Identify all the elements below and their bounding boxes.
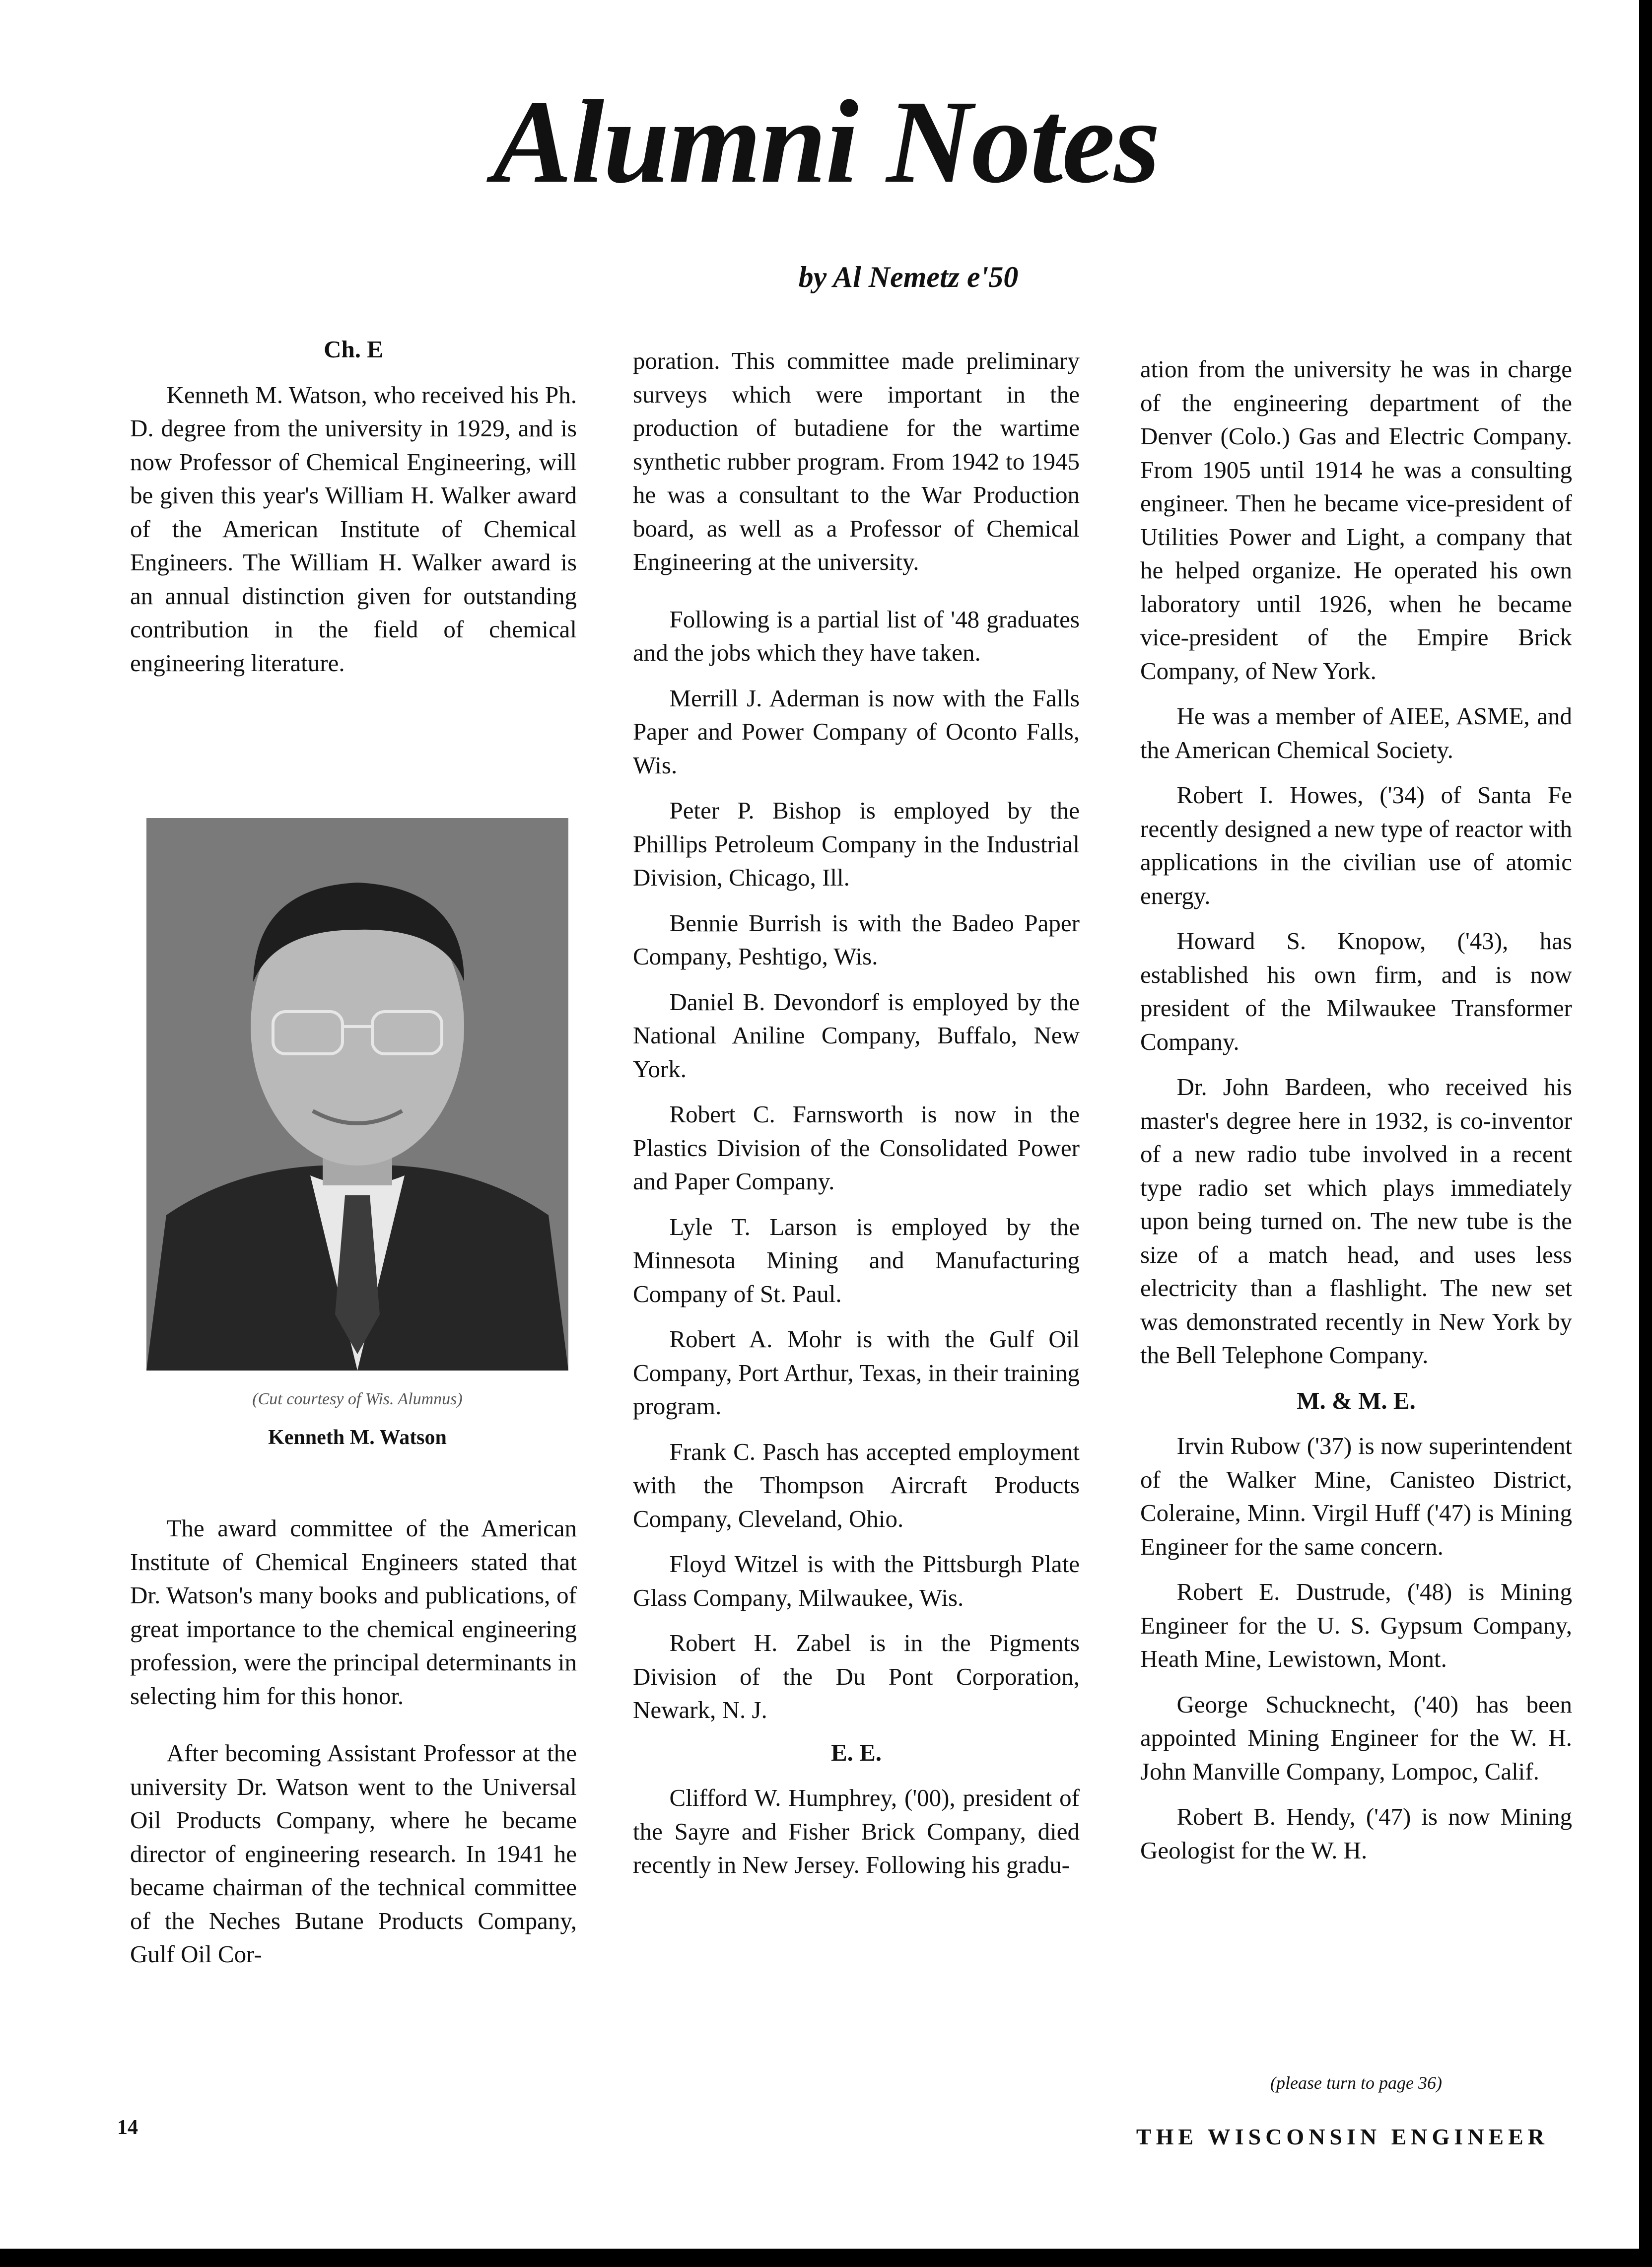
photo-credit: (Cut courtesy of Wis. Alumnus) (252, 1390, 463, 1408)
column-2 (633, 344, 1080, 1882)
page-title: Alumni Notes (492, 75, 1160, 207)
list-item: Robert E. Dustrude, ('48) is Mining Engineer for the U. S. Gypsum Company, Heath Mine, Lewistown, Mont. (1140, 1578, 1572, 1672)
list-item: Frank C. Pasch has accepted employment with the Thompson Aircraft Products Company, Cleveland, Ohio. (633, 1438, 1080, 1532)
scan-border-right (1639, 0, 1652, 2267)
list-item: Daniel B. Devondorf is employed by the National Aniline Company, Buffalo, New York. (633, 988, 1080, 1083)
section-heading-che: Ch. E (324, 336, 383, 363)
byline: by Al Nemetz e'50 (798, 261, 1019, 293)
section-heading-mme: M. & M. E. (1297, 1386, 1416, 1414)
column-3 (1140, 352, 1572, 1867)
publication-footer: THE WISCONSIN ENGINEER (1136, 2124, 1549, 2149)
list-item: Bennie Burrish is with the Badeo Paper Company, Peshtigo, Wis. (633, 909, 1080, 970)
photo-caption: Kenneth M. Watson (268, 1426, 447, 1449)
list-item: Irvin Rubow ('37) is now superintendent of the Walker Mine, Canisteo District, Coleraine, Minn. Virgil Huff ('47) is Mining Engineer for the same concern. (1140, 1432, 1572, 1560)
list-item: George Schucknecht, ('40) has been appointed Mining Engineer for the W. H. John Manville Company, Lompoc, Calif. (1140, 1690, 1572, 1785)
scan-border-bottom (0, 2249, 1652, 2267)
list-item: Robert H. Zabel is in the Pigments Division of the Du Pont Corporation, Newark, N. J. (633, 1629, 1080, 1723)
portrait-illustration (146, 818, 568, 1371)
paragraph: poration. This committee made preliminary surveys which were important in the production of butadiene for the wartime synthetic rubber program. From 1942 to 1945 he was a consultant to the War Production board, as well as a Professor of Chemical Engineering at the university. (633, 347, 1080, 575)
portrait-photo (146, 818, 568, 1371)
list-item: Peter P. Bishop is employed by the Phillips Petroleum Company in the Industrial Division, Chicago, Ill. (633, 797, 1080, 891)
continued-note: (please turn to page 36) (1270, 2073, 1442, 2093)
column-1-top (130, 333, 577, 680)
list-item: Robert I. Howes, ('34) of Santa Fe recently designed a new type of reactor with applications in the civilian use of atomic energy. (1140, 781, 1572, 909)
paragraph: Clifford W. Humphrey, ('00), president of the Sayre and Fisher Brick Company, died recently in New Jersey. Following his gradu- (633, 1784, 1080, 1878)
list-item: Howard S. Knopow, ('43), has established his own firm, and is now president of the Milwaukee Transformer Company. (1140, 927, 1572, 1055)
paragraph: ation from the university he was in charge of the engineering department of the Denver (Colo.) Gas and Electric Company. From 1905 until 1914 he was a consulting engineer. Then he became vice-president of Utilities Power and Light, a company that he helped organize. He operated his own laboratory until 1926, when he became vice-president of the Empire Brick Company, of New York. (1140, 355, 1572, 685)
paragraph: Kenneth M. Watson, who received his Ph. D. degree from the university in 1929, and is now Professor of Chemical Engineering, will be given this year's William H. Walker award of the American Institute of Chemical Engineers. The William H. Walker award is an annual distinction given for outstanding contribution in the field of chemical engineering literature. (130, 381, 577, 677)
paragraph: After becoming Assistant Professor at the university Dr. Watson went to the Universal Oil Products Company, where he became director of engineering research. In 1941 he became chairman of the technical committee of the Neches Butane Products Company, Gulf Oil Cor- (130, 1739, 577, 1968)
paragraph: He was a member of AIEE, ASME, and the American Chemical Society. (1140, 702, 1572, 763)
list-item: Merrill J. Aderman is now with the Falls Paper and Power Company of Oconto Falls, Wis. (633, 684, 1080, 779)
list-item: Robert B. Hendy, ('47) is now Mining Geologist for the W. H. (1140, 1803, 1572, 1864)
page-number: 14 (117, 2116, 138, 2139)
paragraph: Dr. John Bardeen, who received his master's degree here in 1932, is co-inventor of a new radio tube involved in a recent type radio set which plays immediately upon being turned on. The new tube is the size of a match head, and uses less electricity than a flashlight. The new set was demonstrated recently in New York by the Bell Telephone Company. (1140, 1073, 1572, 1369)
paragraph: The award committee of the American Institute of Chemical Engineers stated that Dr. Watson's many books and publications, of great importance to the chemical engineering profession, were the principal determinants in selecting him for this honor. (130, 1514, 577, 1710)
paragraph: Following is a partial list of '48 graduates and the jobs which they have taken. (633, 605, 1080, 666)
list-item: Robert C. Farnsworth is now in the Plastics Division of the Consolidated Power and Paper Company. (633, 1100, 1080, 1195)
section-heading-ee: E. E. (830, 1738, 882, 1766)
list-item: Robert A. Mohr is with the Gulf Oil Company, Port Arthur, Texas, in their training program. (633, 1325, 1080, 1420)
list-item: Floyd Witzel is with the Pittsburgh Plate Glass Company, Milwaukee, Wis. (633, 1550, 1080, 1611)
list-item: Lyle T. Larson is employed by the Minnesota Mining and Manufacturing Company of St. Paul. (633, 1213, 1080, 1307)
column-1-bottom (130, 1511, 577, 1971)
